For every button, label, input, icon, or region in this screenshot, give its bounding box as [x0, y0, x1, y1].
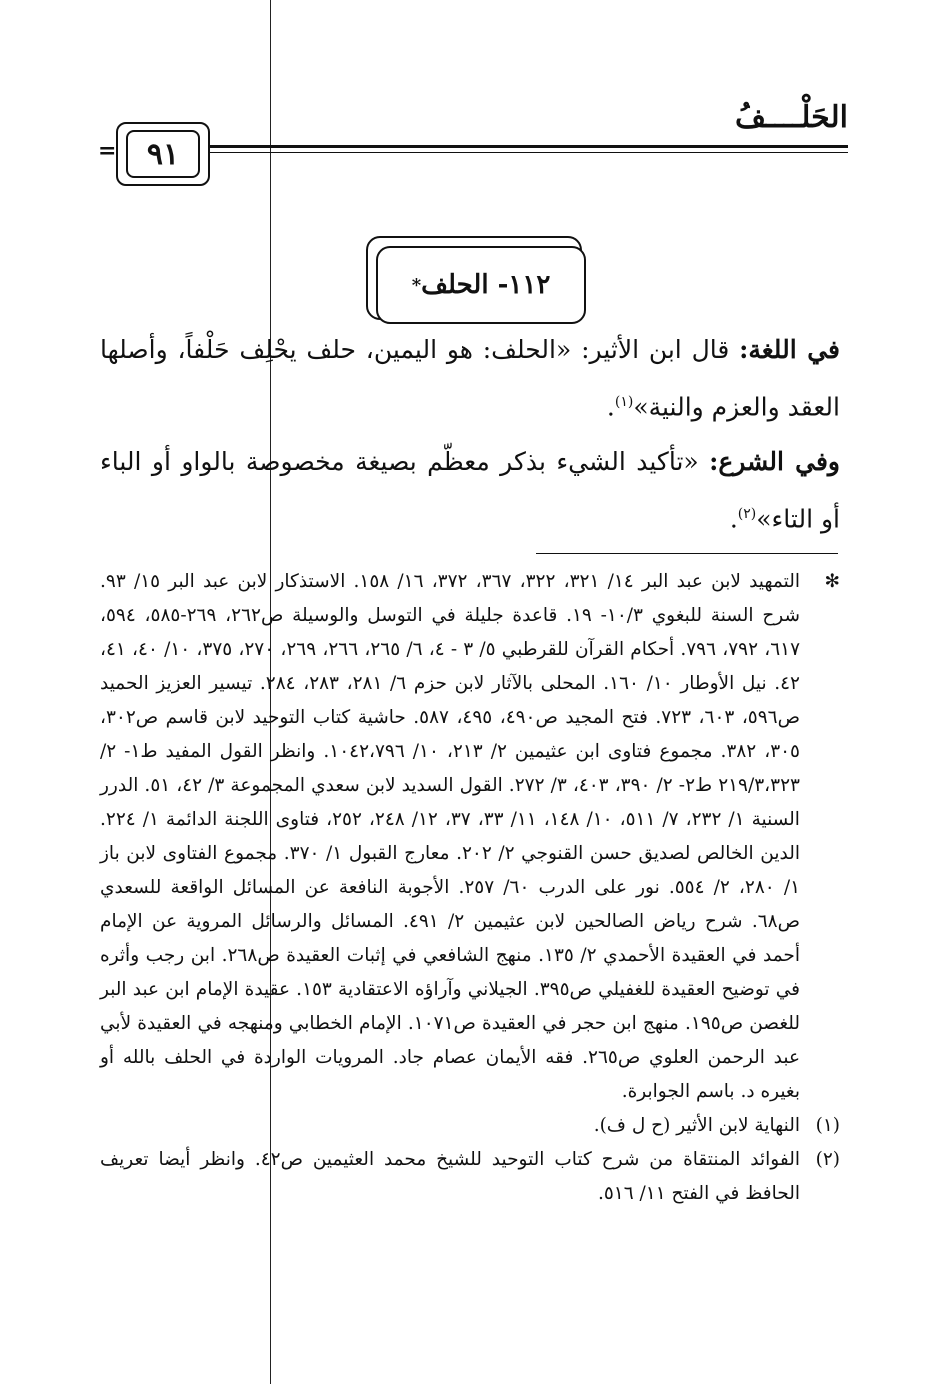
header-rule: [210, 145, 848, 157]
paragraph-tail: .: [729, 504, 738, 534]
section-heading-mark: *: [411, 274, 422, 296]
footnote-marker: (٢): [815, 1149, 840, 1170]
page-number-frame: [116, 122, 210, 186]
section-heading-frame: [366, 236, 582, 320]
running-title: الحَلْــــفُ: [735, 100, 848, 135]
paragraph-language: [100, 324, 840, 433]
footnote-marker: (١): [815, 1115, 840, 1136]
section-heading-text: ١١٢- الحلف: [421, 270, 551, 300]
footnote-text: النهاية لابن الأثير (ح ل ف).: [593, 1115, 800, 1136]
header-eq-mark: =: [98, 138, 117, 164]
footnote-item: [100, 1143, 840, 1211]
page-number: ٩١: [126, 130, 200, 178]
paragraph-text: قال ابن الأثير: «الحلف: هو اليمين، حلف يحْلِف حَلْفاً، وأصلها العقد والعزم والنية»: [100, 335, 840, 422]
footnote-ref[interactable]: (١): [614, 394, 634, 410]
paragraph-tail: .: [606, 392, 615, 422]
footnote-item: [100, 1109, 840, 1143]
footnote-ref[interactable]: (٢): [737, 506, 757, 522]
paragraph-text: «تأكيد الشيء بذكر معظّم بصيغة مخصوصة بالواو أو الباء أو التاء»: [100, 447, 840, 534]
paragraph-sharia: [100, 436, 840, 545]
footnote-text: الفوائد المنتقاة من شرح كتاب التوحيد للشيخ محمد العثيمين ص٤٢. وانظر أيضا تعريف الحافظ في الفتح ١١/ ٥١٦.: [100, 1149, 800, 1204]
paragraph-lead: وفي الشرع:: [709, 447, 840, 476]
footnote-marker: ✻: [824, 571, 840, 592]
paragraph-lead: في اللغة:: [739, 335, 840, 364]
footnote-item: [100, 565, 840, 1109]
section-heading: [376, 246, 586, 324]
footnote-separator: [536, 553, 838, 554]
footnote-text: التمهيد لابن عبد البر ١٤/ ٣٢١، ٣٢٢، ٣٦٧، ٣٧٢، ١٦/ ١٥٨. الاستذكار لابن عبد البر ١٥/ ٩٣. شرح السنة للبغوي ١٠/٣- ١٩. قاعدة جليلة في التوسل والوسيلة ص٢٦٢، ٢٦٩-٥٨٥، ٥٩٤، ٦١٧، ٧٩٢، ٧٩٦. أحكام القرآن للقرطبي ٥/ ٣ - ٤، ٦/ ٢٦٥، ٢٦٦، ٢٦٩، ٢٧٠، ٣٧٥، ١٠/ ٤٠، ٤١، ٤٢. نيل الأوطار ١٠/ ١٦٠. المحلى بالآثار لابن حزم ٦/ ٢٨١، ٢٨٣، ٢٨٤. تيسير العزيز الحميد ص٥٩٦، ٦٠٣، ٧٢٣. فتح المجيد ص٤٩٠، ٤٩٥، ٥٨٧. حاشية كتاب التوحيد لابن قاسم ص٣٠٢، ٣٠٥، ٣٨٢. مجموع فتاوى ابن عثيمين ٢/ ٢١٣، ١٠/ ١٠٤٢،٧٩٦. وانظر القول المفيد ط١- ٢/ ٢١٩/٣،٣٢٣ ط٢- ٢/ ٣٩٠، ٤٠٣، ٣/ ٢٧٢. القول السديد لابن سعدي المجموعة ٣/ ٤٢، ٥١. الدرر السنية ١/ ٢٣٢، ٧/ ٥١١، ١٠/ ١٤٨، ١١/ ٣٣، ٣٧، ١٢/ ٢٤٨، ٢٥٢، فتاوى اللجنة الدائمة ١/ ٢٢٤. الدين الخالص لصديق حسن القنوجي ٢/ ٢٠٢. معارج القبول ١/ ٣٧٠. مجموع الفتاوى لابن باز ١/ ٢٨٠، ٢/ ٥٥٤. نور على الدرب ٦٠/ ٢٥٧. الأجوبة النافعة عن المسائل الواقعة للسعدي ص٦٨. شرح رياض الصالحين لابن عثيمين ٢/ ٤٩١. المسائل والرسائل المروية عن الإمام أحمد في العقيدة الأحمدي ٢/ ١٣٥. منهج الشافعي في إثبات العقيدة ص٢٦٨. ابن رجب وأثره في توضيح العقيدة للغفيلي ص٣٩٥. الجيلاني وآراؤه الاعتقادية ١٥٣. عقيدة الإمام ابن عبد البر للغصن ص١٩٥. منهج ابن حجر في العقيدة ص١٠٧١. الإمام الخطابي ومنهجه في العقيدة لأبي عبد الرحمن العلوي ص٢٦٥. فقه الأيمان عصام جاد. المرويات الواردة في الحلف بالله أو بغيره د. باسم الجوابرة.: [100, 571, 801, 1102]
footnotes: [100, 565, 840, 1211]
